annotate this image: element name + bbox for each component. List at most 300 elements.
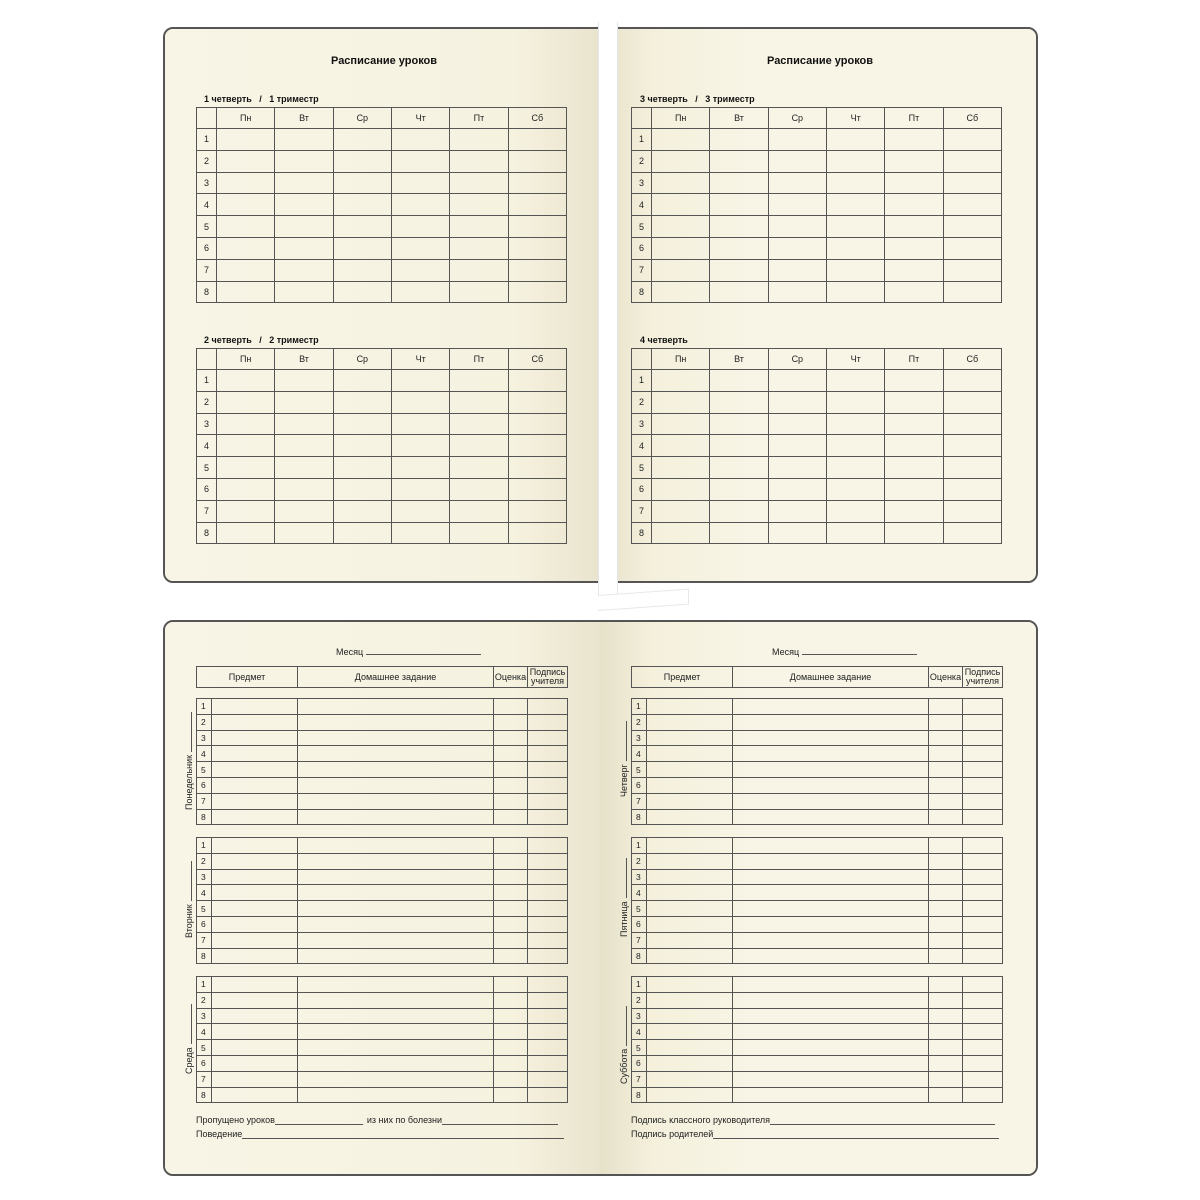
grade-cell[interactable]: [929, 762, 963, 778]
grade-cell[interactable]: [494, 1087, 528, 1103]
grade-cell[interactable]: [494, 714, 528, 730]
timetable-cell[interactable]: [508, 522, 566, 544]
timetable-cell[interactable]: [652, 129, 710, 151]
homework-cell[interactable]: [298, 1008, 494, 1024]
homework-cell[interactable]: [298, 746, 494, 762]
subject-cell[interactable]: [212, 948, 298, 964]
grade-cell[interactable]: [494, 869, 528, 885]
homework-cell[interactable]: [298, 1071, 494, 1087]
grade-cell[interactable]: [929, 730, 963, 746]
timetable-cell[interactable]: [508, 500, 566, 522]
grade-cell[interactable]: [494, 1008, 528, 1024]
timetable-cell[interactable]: [826, 370, 884, 392]
subject-cell[interactable]: [212, 730, 298, 746]
timetable-cell[interactable]: [826, 150, 884, 172]
grade-cell[interactable]: [494, 1055, 528, 1071]
timetable-cell[interactable]: [391, 259, 449, 281]
timetable-cell[interactable]: [768, 150, 826, 172]
grade-cell[interactable]: [494, 730, 528, 746]
timetable-cell[interactable]: [943, 522, 1001, 544]
homework-cell[interactable]: [733, 809, 929, 825]
timetable-cell[interactable]: [710, 150, 768, 172]
timetable-cell[interactable]: [391, 478, 449, 500]
timetable-cell[interactable]: [768, 457, 826, 479]
timetable-cell[interactable]: [333, 391, 391, 413]
timetable-cell[interactable]: [943, 391, 1001, 413]
timetable-cell[interactable]: [652, 522, 710, 544]
grade-cell[interactable]: [494, 1071, 528, 1087]
subject-cell[interactable]: [647, 1040, 733, 1056]
signature-cell[interactable]: [528, 1024, 568, 1040]
timetable-cell[interactable]: [391, 150, 449, 172]
homework-cell[interactable]: [733, 853, 929, 869]
grade-cell[interactable]: [494, 916, 528, 932]
homework-cell[interactable]: [733, 948, 929, 964]
signature-cell[interactable]: [963, 714, 1003, 730]
grade-cell[interactable]: [494, 948, 528, 964]
grade-cell[interactable]: [929, 1008, 963, 1024]
subject-cell[interactable]: [212, 1040, 298, 1056]
grade-cell[interactable]: [494, 809, 528, 825]
timetable-cell[interactable]: [391, 370, 449, 392]
timetable-cell[interactable]: [943, 370, 1001, 392]
timetable-cell[interactable]: [710, 435, 768, 457]
timetable-cell[interactable]: [275, 522, 333, 544]
timetable-cell[interactable]: [217, 259, 275, 281]
subject-cell[interactable]: [212, 838, 298, 854]
timetable-cell[interactable]: [508, 413, 566, 435]
timetable-cell[interactable]: [391, 500, 449, 522]
timetable-cell[interactable]: [333, 413, 391, 435]
signature-cell[interactable]: [963, 699, 1003, 715]
grade-cell[interactable]: [929, 948, 963, 964]
signature-cell[interactable]: [528, 1055, 568, 1071]
subject-cell[interactable]: [212, 869, 298, 885]
subject-cell[interactable]: [647, 730, 733, 746]
timetable-cell[interactable]: [333, 522, 391, 544]
timetable-cell[interactable]: [710, 457, 768, 479]
timetable-cell[interactable]: [943, 259, 1001, 281]
timetable-cell[interactable]: [275, 281, 333, 303]
timetable-cell[interactable]: [826, 259, 884, 281]
grade-cell[interactable]: [929, 793, 963, 809]
signature-cell[interactable]: [963, 869, 1003, 885]
subject-cell[interactable]: [212, 1008, 298, 1024]
homework-cell[interactable]: [733, 977, 929, 993]
signature-cell[interactable]: [528, 777, 568, 793]
subject-cell[interactable]: [212, 901, 298, 917]
homework-cell[interactable]: [298, 916, 494, 932]
timetable-cell[interactable]: [885, 237, 943, 259]
grade-cell[interactable]: [929, 901, 963, 917]
timetable-cell[interactable]: [391, 522, 449, 544]
homework-cell[interactable]: [733, 714, 929, 730]
homework-cell[interactable]: [298, 901, 494, 917]
signature-cell[interactable]: [528, 932, 568, 948]
subject-cell[interactable]: [212, 699, 298, 715]
homework-cell[interactable]: [733, 730, 929, 746]
timetable-cell[interactable]: [275, 237, 333, 259]
homework-cell[interactable]: [733, 762, 929, 778]
homework-cell[interactable]: [733, 1008, 929, 1024]
signature-cell[interactable]: [963, 916, 1003, 932]
subject-cell[interactable]: [647, 885, 733, 901]
timetable-cell[interactable]: [768, 129, 826, 151]
timetable-cell[interactable]: [333, 435, 391, 457]
timetable-cell[interactable]: [943, 172, 1001, 194]
grade-cell[interactable]: [929, 699, 963, 715]
grade-cell[interactable]: [929, 977, 963, 993]
timetable-cell[interactable]: [885, 413, 943, 435]
grade-cell[interactable]: [929, 916, 963, 932]
timetable-cell[interactable]: [450, 259, 508, 281]
subject-cell[interactable]: [647, 948, 733, 964]
grade-cell[interactable]: [494, 838, 528, 854]
timetable-cell[interactable]: [275, 435, 333, 457]
signature-cell[interactable]: [528, 1008, 568, 1024]
timetable-cell[interactable]: [333, 500, 391, 522]
timetable-cell[interactable]: [508, 194, 566, 216]
grade-cell[interactable]: [494, 793, 528, 809]
grade-cell[interactable]: [929, 777, 963, 793]
timetable-cell[interactable]: [652, 237, 710, 259]
timetable-cell[interactable]: [652, 478, 710, 500]
homework-cell[interactable]: [298, 777, 494, 793]
timetable-cell[interactable]: [450, 194, 508, 216]
subject-cell[interactable]: [647, 777, 733, 793]
timetable-cell[interactable]: [943, 216, 1001, 238]
subject-cell[interactable]: [647, 901, 733, 917]
homework-cell[interactable]: [298, 869, 494, 885]
homework-cell[interactable]: [298, 948, 494, 964]
homework-cell[interactable]: [733, 838, 929, 854]
timetable-cell[interactable]: [333, 129, 391, 151]
timetable-cell[interactable]: [710, 478, 768, 500]
grade-cell[interactable]: [494, 746, 528, 762]
subject-cell[interactable]: [647, 746, 733, 762]
timetable-cell[interactable]: [217, 522, 275, 544]
timetable-cell[interactable]: [275, 500, 333, 522]
signature-cell[interactable]: [963, 948, 1003, 964]
signature-cell[interactable]: [963, 793, 1003, 809]
timetable-cell[interactable]: [943, 413, 1001, 435]
timetable-cell[interactable]: [768, 259, 826, 281]
homework-cell[interactable]: [298, 793, 494, 809]
timetable-cell[interactable]: [217, 413, 275, 435]
grade-cell[interactable]: [929, 869, 963, 885]
timetable-cell[interactable]: [885, 457, 943, 479]
timetable-cell[interactable]: [885, 478, 943, 500]
subject-cell[interactable]: [647, 916, 733, 932]
signature-cell[interactable]: [528, 1040, 568, 1056]
timetable-cell[interactable]: [450, 457, 508, 479]
timetable-cell[interactable]: [275, 150, 333, 172]
timetable-cell[interactable]: [652, 370, 710, 392]
signature-cell[interactable]: [963, 838, 1003, 854]
timetable-cell[interactable]: [768, 391, 826, 413]
grade-cell[interactable]: [494, 1040, 528, 1056]
homework-cell[interactable]: [298, 932, 494, 948]
homework-cell[interactable]: [733, 777, 929, 793]
homework-cell[interactable]: [298, 1055, 494, 1071]
timetable-cell[interactable]: [826, 413, 884, 435]
grade-cell[interactable]: [929, 838, 963, 854]
timetable-cell[interactable]: [826, 194, 884, 216]
grade-cell[interactable]: [929, 1055, 963, 1071]
subject-cell[interactable]: [647, 1087, 733, 1103]
timetable-cell[interactable]: [885, 435, 943, 457]
timetable-cell[interactable]: [885, 370, 943, 392]
timetable-cell[interactable]: [333, 478, 391, 500]
timetable-cell[interactable]: [652, 500, 710, 522]
signature-cell[interactable]: [963, 977, 1003, 993]
signature-cell[interactable]: [528, 1071, 568, 1087]
timetable-cell[interactable]: [652, 435, 710, 457]
timetable-cell[interactable]: [826, 237, 884, 259]
timetable-cell[interactable]: [450, 150, 508, 172]
subject-cell[interactable]: [647, 1071, 733, 1087]
timetable-cell[interactable]: [217, 478, 275, 500]
homework-cell[interactable]: [733, 699, 929, 715]
subject-cell[interactable]: [647, 932, 733, 948]
grade-cell[interactable]: [494, 885, 528, 901]
grade-cell[interactable]: [494, 1024, 528, 1040]
homework-cell[interactable]: [298, 1040, 494, 1056]
signature-cell[interactable]: [963, 1055, 1003, 1071]
signature-cell[interactable]: [963, 746, 1003, 762]
grade-cell[interactable]: [929, 746, 963, 762]
timetable-cell[interactable]: [710, 237, 768, 259]
timetable-cell[interactable]: [450, 172, 508, 194]
timetable-cell[interactable]: [885, 281, 943, 303]
timetable-cell[interactable]: [275, 129, 333, 151]
signature-cell[interactable]: [528, 869, 568, 885]
homework-cell[interactable]: [733, 1087, 929, 1103]
homework-cell[interactable]: [298, 1024, 494, 1040]
timetable-cell[interactable]: [768, 281, 826, 303]
timetable-cell[interactable]: [391, 237, 449, 259]
homework-cell[interactable]: [733, 1071, 929, 1087]
signature-cell[interactable]: [963, 730, 1003, 746]
timetable-cell[interactable]: [943, 435, 1001, 457]
timetable-cell[interactable]: [450, 216, 508, 238]
timetable-cell[interactable]: [508, 457, 566, 479]
timetable-cell[interactable]: [450, 391, 508, 413]
timetable-cell[interactable]: [885, 259, 943, 281]
timetable-cell[interactable]: [391, 172, 449, 194]
timetable-cell[interactable]: [217, 435, 275, 457]
timetable-cell[interactable]: [826, 500, 884, 522]
signature-cell[interactable]: [963, 992, 1003, 1008]
homework-cell[interactable]: [733, 932, 929, 948]
timetable-cell[interactable]: [333, 150, 391, 172]
timetable-cell[interactable]: [885, 172, 943, 194]
subject-cell[interactable]: [212, 746, 298, 762]
subject-cell[interactable]: [212, 1087, 298, 1103]
timetable-cell[interactable]: [391, 435, 449, 457]
grade-cell[interactable]: [929, 1071, 963, 1087]
homework-cell[interactable]: [733, 746, 929, 762]
timetable-cell[interactable]: [710, 194, 768, 216]
grade-cell[interactable]: [929, 1087, 963, 1103]
timetable-cell[interactable]: [826, 522, 884, 544]
timetable-cell[interactable]: [710, 216, 768, 238]
homework-cell[interactable]: [733, 992, 929, 1008]
timetable-cell[interactable]: [710, 281, 768, 303]
timetable-cell[interactable]: [652, 281, 710, 303]
homework-cell[interactable]: [733, 1024, 929, 1040]
timetable-cell[interactable]: [217, 281, 275, 303]
timetable-cell[interactable]: [768, 370, 826, 392]
timetable-cell[interactable]: [508, 281, 566, 303]
timetable-cell[interactable]: [943, 281, 1001, 303]
homework-cell[interactable]: [298, 762, 494, 778]
signature-cell[interactable]: [963, 885, 1003, 901]
signature-cell[interactable]: [528, 977, 568, 993]
timetable-cell[interactable]: [885, 391, 943, 413]
signature-cell[interactable]: [528, 699, 568, 715]
timetable-cell[interactable]: [508, 216, 566, 238]
subject-cell[interactable]: [212, 1024, 298, 1040]
grade-cell[interactable]: [494, 977, 528, 993]
timetable-cell[interactable]: [768, 500, 826, 522]
homework-cell[interactable]: [298, 1087, 494, 1103]
grade-cell[interactable]: [494, 901, 528, 917]
timetable-cell[interactable]: [710, 172, 768, 194]
timetable-cell[interactable]: [391, 413, 449, 435]
signature-cell[interactable]: [528, 793, 568, 809]
signature-cell[interactable]: [963, 762, 1003, 778]
timetable-cell[interactable]: [826, 478, 884, 500]
timetable-cell[interactable]: [333, 172, 391, 194]
timetable-cell[interactable]: [652, 259, 710, 281]
timetable-cell[interactable]: [768, 435, 826, 457]
subject-cell[interactable]: [212, 762, 298, 778]
timetable-cell[interactable]: [450, 500, 508, 522]
homework-cell[interactable]: [298, 838, 494, 854]
timetable-cell[interactable]: [275, 457, 333, 479]
timetable-cell[interactable]: [943, 194, 1001, 216]
timetable-cell[interactable]: [217, 150, 275, 172]
grade-cell[interactable]: [929, 885, 963, 901]
timetable-cell[interactable]: [275, 370, 333, 392]
signature-cell[interactable]: [528, 853, 568, 869]
subject-cell[interactable]: [647, 1008, 733, 1024]
subject-cell[interactable]: [212, 992, 298, 1008]
grade-cell[interactable]: [929, 714, 963, 730]
homework-cell[interactable]: [733, 793, 929, 809]
timetable-cell[interactable]: [826, 172, 884, 194]
subject-cell[interactable]: [212, 932, 298, 948]
timetable-cell[interactable]: [652, 194, 710, 216]
timetable-cell[interactable]: [391, 216, 449, 238]
timetable-cell[interactable]: [333, 237, 391, 259]
signature-cell[interactable]: [963, 1071, 1003, 1087]
timetable-cell[interactable]: [450, 478, 508, 500]
signature-cell[interactable]: [963, 932, 1003, 948]
timetable-cell[interactable]: [450, 237, 508, 259]
timetable-cell[interactable]: [275, 172, 333, 194]
timetable-cell[interactable]: [768, 522, 826, 544]
subject-cell[interactable]: [647, 869, 733, 885]
subject-cell[interactable]: [212, 714, 298, 730]
timetable-cell[interactable]: [508, 478, 566, 500]
timetable-cell[interactable]: [885, 194, 943, 216]
timetable-cell[interactable]: [943, 457, 1001, 479]
homework-cell[interactable]: [733, 1040, 929, 1056]
timetable-cell[interactable]: [885, 150, 943, 172]
timetable-cell[interactable]: [943, 150, 1001, 172]
homework-cell[interactable]: [298, 977, 494, 993]
signature-cell[interactable]: [528, 746, 568, 762]
timetable-cell[interactable]: [450, 281, 508, 303]
timetable-cell[interactable]: [508, 370, 566, 392]
timetable-cell[interactable]: [275, 391, 333, 413]
timetable-cell[interactable]: [217, 216, 275, 238]
timetable-cell[interactable]: [217, 370, 275, 392]
timetable-cell[interactable]: [943, 129, 1001, 151]
grade-cell[interactable]: [929, 932, 963, 948]
timetable-cell[interactable]: [652, 150, 710, 172]
timetable-cell[interactable]: [391, 457, 449, 479]
timetable-cell[interactable]: [450, 413, 508, 435]
timetable-cell[interactable]: [652, 172, 710, 194]
subject-cell[interactable]: [647, 793, 733, 809]
timetable-cell[interactable]: [508, 150, 566, 172]
timetable-cell[interactable]: [450, 370, 508, 392]
timetable-cell[interactable]: [710, 522, 768, 544]
timetable-cell[interactable]: [450, 522, 508, 544]
grade-cell[interactable]: [929, 1040, 963, 1056]
timetable-cell[interactable]: [333, 194, 391, 216]
timetable-cell[interactable]: [391, 281, 449, 303]
timetable-cell[interactable]: [508, 391, 566, 413]
timetable-cell[interactable]: [275, 413, 333, 435]
signature-cell[interactable]: [963, 1008, 1003, 1024]
timetable-cell[interactable]: [333, 216, 391, 238]
subject-cell[interactable]: [212, 777, 298, 793]
timetable-cell[interactable]: [217, 129, 275, 151]
timetable-cell[interactable]: [391, 194, 449, 216]
timetable-cell[interactable]: [508, 129, 566, 151]
signature-cell[interactable]: [528, 730, 568, 746]
timetable-cell[interactable]: [768, 194, 826, 216]
signature-cell[interactable]: [528, 838, 568, 854]
timetable-cell[interactable]: [652, 216, 710, 238]
grade-cell[interactable]: [494, 762, 528, 778]
grade-cell[interactable]: [929, 992, 963, 1008]
subject-cell[interactable]: [212, 916, 298, 932]
signature-cell[interactable]: [528, 901, 568, 917]
subject-cell[interactable]: [212, 853, 298, 869]
timetable-cell[interactable]: [943, 500, 1001, 522]
subject-cell[interactable]: [647, 809, 733, 825]
timetable-cell[interactable]: [885, 500, 943, 522]
timetable-cell[interactable]: [333, 259, 391, 281]
subject-cell[interactable]: [212, 793, 298, 809]
timetable-cell[interactable]: [826, 216, 884, 238]
timetable-cell[interactable]: [710, 370, 768, 392]
timetable-cell[interactable]: [826, 457, 884, 479]
timetable-cell[interactable]: [275, 216, 333, 238]
grade-cell[interactable]: [929, 1024, 963, 1040]
grade-cell[interactable]: [494, 992, 528, 1008]
timetable-cell[interactable]: [333, 457, 391, 479]
timetable-cell[interactable]: [391, 391, 449, 413]
timetable-cell[interactable]: [652, 457, 710, 479]
subject-cell[interactable]: [647, 714, 733, 730]
subject-cell[interactable]: [212, 885, 298, 901]
